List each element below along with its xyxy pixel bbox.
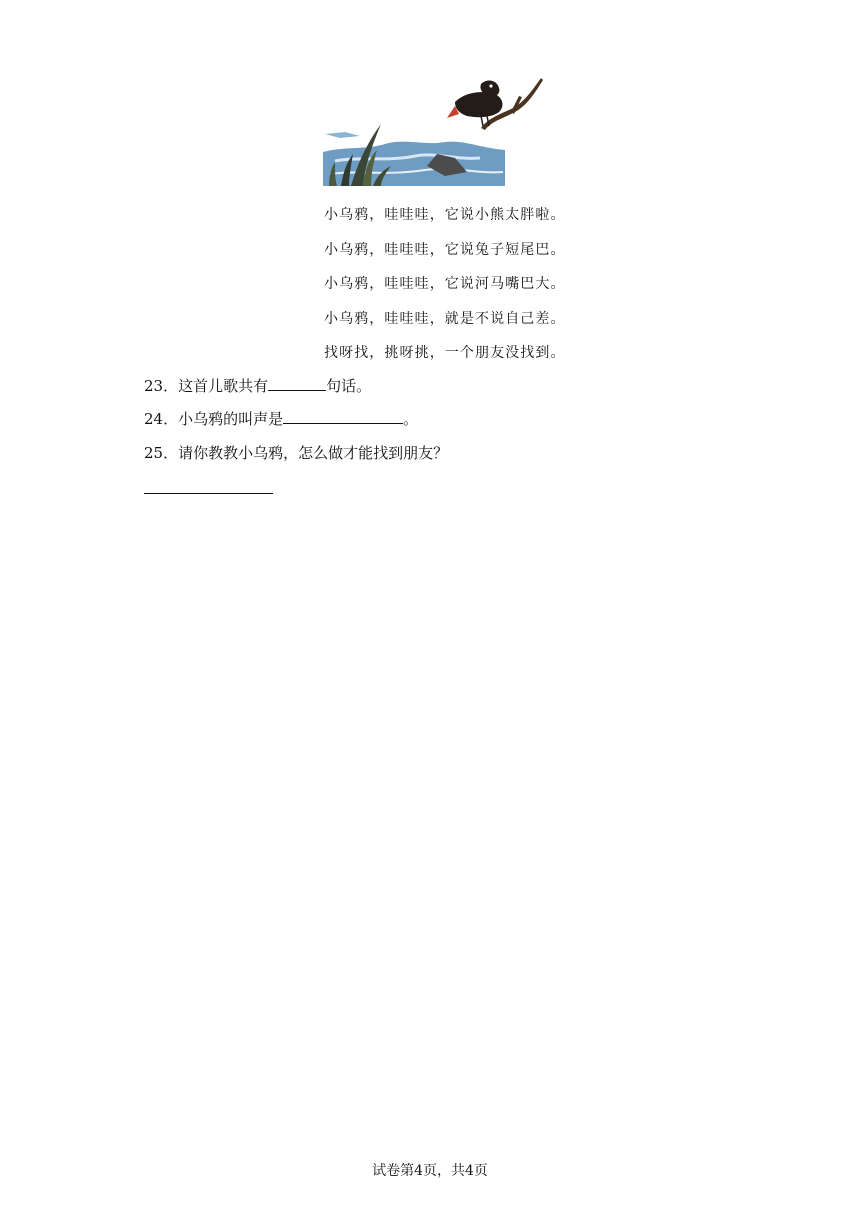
poem-line: 找呀找，挑呀挑，一个朋友没找到。	[324, 345, 566, 361]
question-25	[144, 442, 448, 464]
question-text: 这首儿歌共有	[178, 377, 269, 395]
water-splash	[325, 132, 360, 138]
question-text: 小乌鸦的叫声是	[178, 410, 284, 428]
answer-blank[interactable]	[283, 409, 403, 424]
question-number: 23．	[144, 377, 179, 395]
poem-line: 小乌鸦，哇哇哇，它说兔子短尾巴。	[324, 241, 566, 258]
question-text: 句话。	[326, 377, 372, 395]
crow-illustration	[305, 66, 545, 194]
question-24	[144, 408, 418, 430]
poem-line: 小乌鸦，哇哇哇，它说小熊太胖啦。	[324, 207, 566, 223]
question-23	[144, 375, 371, 397]
poem-line: 小乌鸦，哇哇哇，就是不说自己差。	[324, 310, 566, 327]
question-text: 请你教教小乌鸦，怎么做才能找到朋友？	[178, 444, 449, 462]
answer-blank[interactable]	[268, 376, 326, 391]
question-text: 。	[403, 410, 419, 428]
question-number: 25．	[144, 444, 179, 462]
poem	[324, 202, 584, 375]
page-footer: 试卷第4页，共4页	[372, 1163, 488, 1179]
crow-eye	[489, 84, 492, 87]
answer-line[interactable]	[144, 493, 273, 494]
poem-line: 小乌鸦，哇哇哇，它说河马嘴巴大。	[324, 276, 566, 292]
question-number: 24．	[144, 410, 179, 428]
